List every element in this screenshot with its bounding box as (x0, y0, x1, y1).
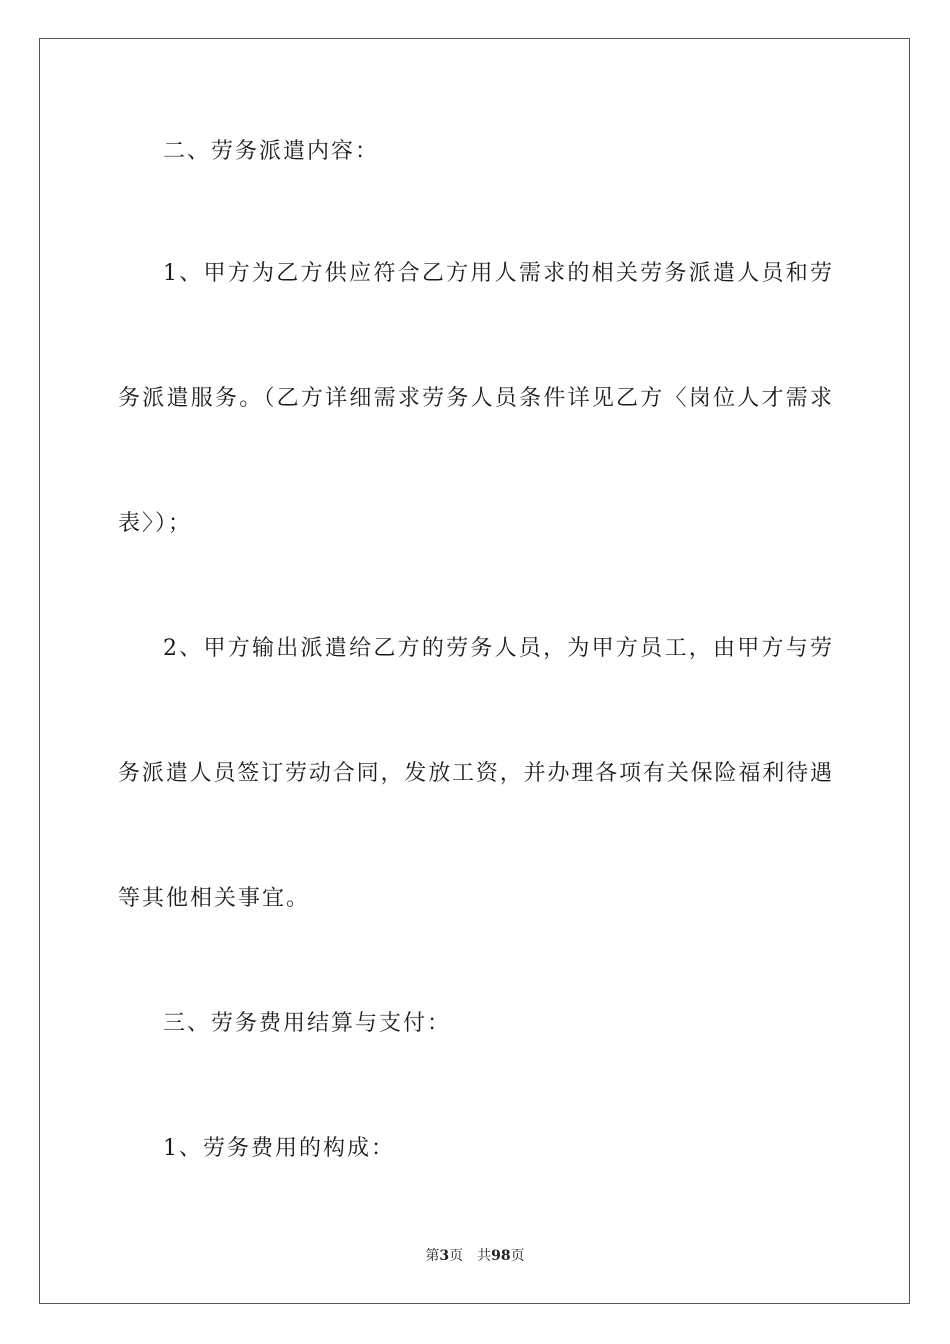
paragraph-line: 等其他相关事宜。 (118, 886, 311, 911)
section-heading-2: 二、劳务派遣内容： (163, 139, 380, 164)
section-heading-3: 三、劳务费用结算与支付： (163, 1011, 452, 1036)
page-number: 3 (439, 1248, 450, 1264)
page-suffix: 页 (449, 1248, 464, 1264)
paragraph-line: 2、甲方输出派遣给乙方的劳务人员，为甲方员工，由甲方与劳 (163, 636, 832, 661)
paragraph-line: 1、劳务费用的构成： (163, 1136, 395, 1161)
paragraph-line: 1、甲方为乙方供应符合乙方用人需求的相关劳务派遣人员和劳 (163, 261, 832, 286)
paragraph-line: 务派遣人员签订劳动合同，发放工资，并办理各项有关保险福利待遇 (118, 761, 832, 786)
total-suffix: 页 (510, 1248, 525, 1264)
paragraph-line: 表〉）； (118, 511, 193, 536)
page-prefix: 第 (425, 1248, 440, 1264)
total-prefix: 共 (477, 1248, 492, 1264)
page-border (39, 38, 910, 1304)
page-footer (0, 1247, 950, 1265)
total-pages: 98 (491, 1248, 511, 1264)
paragraph-line: 务派遣服务。（乙方详细需求劳务人员条件详见乙方〈岗位人才需求 (118, 386, 832, 411)
